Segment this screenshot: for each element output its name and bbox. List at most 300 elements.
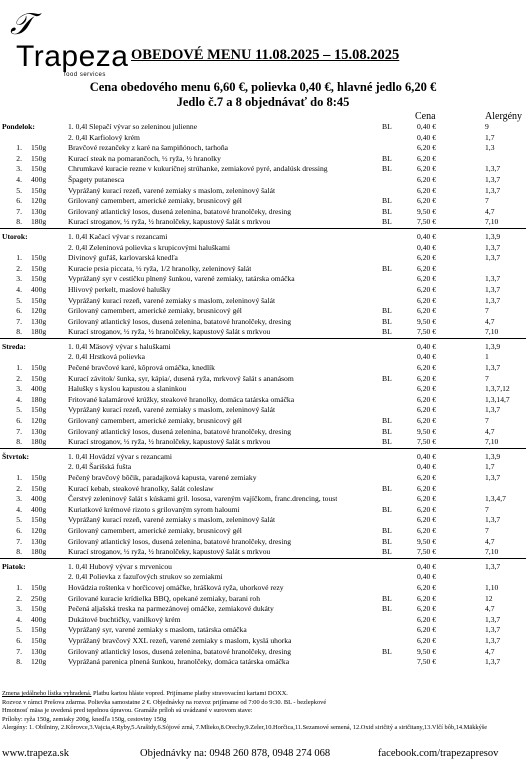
item-weight: 150g: [31, 473, 47, 482]
menu-row: [0, 437, 526, 448]
item-number: 2.: [16, 483, 22, 493]
item-allergens: 7: [485, 416, 489, 426]
allergens-note: Alergény: 1. Obilniny, 2.Kôrovce,3.Vajcia,4.Ryby,5.Arašidy,6.Sójové zrná, 7.Mlieko,8.Orechy,9.Zeler,10.Horčica,11.Sezamové semená, 12.Oxid siričitý a siričitany,13.Vlčí bôb,14.Mäkkýše: [2, 724, 488, 731]
item-allergens: 1,3,7: [485, 625, 501, 635]
item-weight: 150g: [31, 164, 47, 174]
menu-row: [0, 572, 526, 583]
item-allergens: 1,3,7: [485, 635, 501, 645]
item-number: 7.: [16, 426, 22, 436]
item-price: 6,20 €: [417, 582, 436, 592]
item-allergens: 1: [485, 352, 489, 362]
item-price: 6,20 €: [417, 473, 436, 482]
item-price: 6,20 €: [417, 263, 436, 273]
item-price: 6,20 €: [417, 174, 436, 184]
item-weight: 120g: [31, 196, 47, 206]
item-weight: 180g: [31, 437, 47, 447]
item-allergens: 1,3,7: [485, 284, 501, 294]
item-name: 2. 0,4l Polievka z fazuľových strukov so zemiakmi: [68, 572, 223, 582]
item-allergens: 1,3,7: [485, 185, 501, 195]
item-price: 6,20 €: [417, 625, 436, 635]
menu-row: [0, 317, 526, 328]
item-allergens: 4,7: [485, 206, 495, 216]
item-price: 0,40 €: [417, 122, 436, 131]
item-name: Grilovaný atlantický losos, dusená zelenina, batatové hranolčeky, dresing: [68, 646, 292, 656]
menu-title: OBEDOVÉ MENU 11.08.2025 – 15.08.2025: [131, 47, 400, 63]
item-price: 7,50 €: [417, 437, 436, 447]
item-allergens: 1,3,7: [485, 174, 501, 184]
item-price: 7,50 €: [417, 547, 436, 557]
item-allergens: 1,3,14,7: [485, 394, 510, 404]
item-price: 6,20 €: [417, 494, 436, 504]
item-weight: 130g: [31, 646, 47, 656]
item-price: 6,20 €: [417, 416, 436, 426]
menu-row: [0, 374, 526, 385]
item-price: 7,50 €: [417, 217, 436, 227]
item-weight: 150g: [31, 253, 47, 263]
menu-row: [0, 615, 526, 626]
menu-row: [0, 143, 526, 154]
item-number: 3.: [16, 604, 22, 614]
item-weight: 120g: [31, 306, 47, 316]
gluten-free-flag: BL: [382, 316, 392, 326]
menu-row: [0, 217, 526, 228]
item-name: Vyprážaný syr, varené zemiaky s maslom, tatárska omáčka: [68, 625, 247, 635]
item-allergens: 12: [485, 593, 493, 603]
item-allergens: 1,3,7: [485, 405, 501, 415]
item-weight: 130g: [31, 536, 47, 546]
item-price: 9,50 €: [417, 536, 436, 546]
item-name: Vyprážaný kurací rezeň, varené zemiaky s maslom, zeleninový šalát: [68, 295, 276, 305]
header-allergens: Alergény: [485, 111, 523, 122]
item-number: 2.: [16, 263, 22, 273]
item-price: 6,20 €: [417, 164, 436, 174]
item-weight: 150g: [31, 363, 47, 373]
item-weight: 400g: [31, 494, 47, 504]
menu-row: [0, 274, 526, 285]
menu-row: [0, 515, 526, 526]
item-allergens: 7,10: [485, 217, 499, 227]
item-allergens: 1,3,7: [485, 242, 501, 252]
menu-row: [0, 405, 526, 416]
item-allergens: 1,3,9: [485, 341, 501, 351]
item-price: 0,40 €: [417, 341, 436, 351]
item-weight: 120g: [31, 416, 47, 426]
menu-row: [0, 232, 526, 243]
item-number: 8.: [16, 437, 22, 447]
item-allergens: 1,3,7: [485, 657, 501, 667]
gluten-free-flag: BL: [382, 483, 392, 493]
item-name: Kurací stroganov, ½ ryža, ½ hranolčeky, kapustový šalát s mrkvou: [68, 217, 271, 227]
item-number: 4.: [16, 394, 22, 404]
item-weight: 130g: [31, 206, 47, 216]
item-allergens: 1,3,9: [485, 451, 501, 461]
item-number: 2.: [16, 593, 22, 603]
day-label: Pondelok:: [2, 122, 35, 131]
menu-row: [0, 363, 526, 374]
item-number: 3.: [16, 274, 22, 284]
item-price: 6,20 €: [417, 143, 436, 153]
item-price: 6,20 €: [417, 363, 436, 373]
item-weight: 130g: [31, 426, 47, 436]
order-deadline: Jedlo č.7 a 8 objednávať do 8:45: [176, 95, 350, 109]
item-price: 7,50 €: [417, 327, 436, 337]
gluten-free-flag: BL: [382, 164, 392, 174]
menu-row: [0, 537, 526, 548]
gluten-free-flag: BL: [382, 525, 392, 535]
day-label: Utorok:: [2, 231, 28, 241]
item-name: Grilovaný camembert, americké zemiaky, brusnicový gél: [68, 525, 242, 535]
item-number: 4.: [16, 284, 22, 294]
menu-row: [0, 625, 526, 636]
item-allergens: 1,3,7: [485, 561, 501, 571]
item-name: Grilované kuracie krídielka BBQ, opekané zemiaky, barani roh: [68, 593, 261, 603]
item-allergens: 9: [485, 122, 489, 131]
menu-row: [0, 207, 526, 218]
item-name: Pečené bravčové karé, kôprová omáčka, knedlík: [68, 363, 215, 373]
item-number: 6.: [16, 306, 22, 316]
gluten-free-flag: BL: [382, 206, 392, 216]
item-allergens: 1,3,7: [485, 473, 501, 482]
item-price: 0,40 €: [417, 352, 436, 362]
item-allergens: 1,3,7: [485, 363, 501, 373]
item-allergens: 7: [485, 504, 489, 514]
item-price: 6,20 €: [417, 373, 436, 383]
item-number: 5.: [16, 625, 22, 635]
item-name: Fritované kalamárové krúžky, steakové hranolky, domáca tatárska omáčka: [68, 394, 295, 404]
item-number: 6.: [16, 635, 22, 645]
header-price: Cena: [415, 111, 436, 122]
item-allergens: 1,10: [485, 582, 499, 592]
price-info: [0, 80, 526, 110]
gluten-free-flag: BL: [382, 536, 392, 546]
price-line: Cena obedového menu 6,60 €, polievka 0,40 €, hlavné jedlo 6,20 €: [89, 80, 437, 94]
gluten-free-flag: BL: [382, 327, 392, 337]
gluten-free-flag: BL: [382, 217, 392, 227]
item-number: 1.: [16, 363, 22, 373]
item-price: 0,40 €: [417, 451, 436, 461]
item-price: 7,50 €: [417, 657, 436, 667]
item-name: Kurací stroganov, ½ ryža, ½ hranolčeky, kapustový šalát s mrkvou: [68, 327, 271, 337]
item-weight: 180g: [31, 327, 47, 337]
menu-row: [0, 175, 526, 186]
item-name: 2. 0,4l Zeleninová polievka s krupicovými haluškami: [68, 242, 230, 252]
menu-row: [0, 562, 526, 573]
item-weight: 400g: [31, 174, 47, 184]
menu-row: [0, 452, 526, 463]
item-price: 9,50 €: [417, 206, 436, 216]
item-price: 6,20 €: [417, 593, 436, 603]
item-name: 2. 0,4l Šarišská fušta: [68, 462, 132, 472]
item-name: Vyprážaný bravčový XXL rezeň, varené zemiaky s maslom, kyslá uhorka: [68, 635, 292, 645]
item-name: Kurací stroganov, ½ ryža, ½ hranolčeky, kapustový šalát s mrkvou: [68, 437, 271, 447]
item-name: Grilovaný atlantický losos, dusená zelenina, batatové hranolčeky, dresing: [68, 426, 292, 436]
item-number: 7.: [16, 646, 22, 656]
item-number: 8.: [16, 217, 22, 227]
item-price: 0,40 €: [417, 132, 436, 142]
item-weight: 180g: [31, 217, 47, 227]
payment-note: Platbu kartou hláste vopred. Prijímame platby stravovacími kartami DOXX.: [91, 690, 288, 697]
item-price: 0,40 €: [417, 572, 436, 582]
item-number: 8.: [16, 327, 22, 337]
item-weight: 180g: [31, 547, 47, 557]
logo-tagline: food services: [64, 72, 106, 78]
item-name: Grilovaný camembert, americké zemiaky, brusnicový gél: [68, 196, 242, 206]
menu-row: [0, 327, 526, 338]
item-weight: 400g: [31, 284, 47, 294]
item-number: 1.: [16, 473, 22, 482]
item-name: 1. 0,4l Slepačí vývar so zeleninou julienne: [68, 122, 198, 131]
menu-row: [0, 164, 526, 175]
item-price: 0,40 €: [417, 462, 436, 472]
item-allergens: 7,10: [485, 547, 499, 557]
item-price: 9,50 €: [417, 646, 436, 656]
changes-note: Zmena jedálneho lístka vyhradená.: [2, 690, 92, 697]
menu-row: [0, 462, 526, 473]
item-allergens: 1,7: [485, 462, 495, 472]
item-number: 6.: [16, 525, 22, 535]
menu-row: [0, 133, 526, 144]
item-number: 2.: [16, 153, 22, 163]
item-name: Vyprážaná parenica plnená šunkou, hranolčeky, domáca tatárska omáčka: [68, 657, 290, 667]
item-price: 6,20 €: [417, 274, 436, 284]
item-price: 6,20 €: [417, 284, 436, 294]
item-name: 1. 0,4l Hovädzí vývar s rezancami: [68, 451, 172, 461]
item-number: 6.: [16, 416, 22, 426]
item-name: Grilovaný camembert, americké zemiaky, brusnicový gél: [68, 416, 242, 426]
item-number: 8.: [16, 657, 22, 667]
menu-row: [0, 253, 526, 264]
item-number: 1.: [16, 582, 22, 592]
item-weight: 150g: [31, 483, 47, 493]
footer-notes: [2, 690, 524, 733]
menu-row: [0, 604, 526, 615]
item-weight: 150g: [31, 582, 47, 592]
menu-row: [0, 306, 526, 317]
menu-row: [0, 484, 526, 495]
menu-row: [0, 547, 526, 558]
menu-row: [0, 636, 526, 647]
gluten-free-flag: BL: [382, 437, 392, 447]
menu-row: [0, 505, 526, 516]
item-allergens: 4,7: [485, 646, 495, 656]
item-allergens: 1,7: [485, 132, 495, 142]
gluten-free-flag: BL: [382, 646, 392, 656]
item-allergens: 1,3,7: [485, 253, 501, 263]
gluten-free-flag: BL: [382, 593, 392, 603]
item-name: Vyprážaný kurací rezeň, varené zemiaky s maslom, zeleninový šalát: [68, 405, 276, 415]
item-name: Grilovaný atlantický losos, dusená zelenina, batatové hranolčeky, dresing: [68, 316, 292, 326]
item-name: Grilovaný atlantický losos, dusená zelenina, batatové hranolčeky, dresing: [68, 536, 292, 546]
item-name: Hovädzia roštenka v horčicovej omáčke, hrášková ryža, uhorkové rezy: [68, 582, 284, 592]
item-weight: 150g: [31, 153, 47, 163]
item-weight: 150g: [31, 515, 47, 525]
item-name: 1. 0,4l Hubový vývar s mrvenicou: [68, 561, 172, 571]
menu-row: [0, 264, 526, 275]
item-name: Špagety putanesca: [68, 174, 125, 184]
item-allergens: 7: [485, 525, 489, 535]
menu-row: [0, 154, 526, 165]
item-name: Kuracie prsia piccata, ½ ryža, 1/2 hranolky, zeleninový šalát: [68, 263, 252, 273]
gluten-free-flag: BL: [382, 306, 392, 316]
item-allergens: 7,10: [485, 437, 499, 447]
item-name: Kurací stroganov, ½ ryža, ½ hranolčeky, kapustový šalát s mrkvou: [68, 547, 271, 557]
item-number: 7.: [16, 316, 22, 326]
menu-row: [0, 352, 526, 363]
item-name: Bravčové rezančeky z karé na šampiňónoch, tarhoňa: [68, 143, 229, 153]
item-name: Pečená aljašská treska na parmezánovej omáčke, zemiakové dukáty: [68, 604, 274, 614]
item-price: 6,20 €: [417, 525, 436, 535]
gluten-free-flag: BL: [382, 547, 392, 557]
menu-row: [0, 384, 526, 395]
item-allergens: 4,7: [485, 426, 495, 436]
item-allergens: 1,3,7: [485, 274, 501, 284]
delivery-note: Rozvoz v rámci Prešova zdarma. Polievka samostatne 2 €. Objednávky na rozvoz prijímame od 7:00 do 9:30. BL - bezlepkové: [2, 698, 327, 706]
item-weight: 150g: [31, 373, 47, 383]
weight-note: Hmotnosť mäsa je uvedená pred tepelnou úpravou. Gramáže príloh sú uvádzané v surovom stave:: [2, 707, 253, 714]
menu-row: [0, 526, 526, 537]
gluten-free-flag: BL: [382, 426, 392, 436]
menu-row: [0, 427, 526, 438]
menu-row: [0, 196, 526, 207]
item-price: 6,20 €: [417, 504, 436, 514]
item-allergens: 1,3,7,12: [485, 384, 510, 394]
item-name: Kurací steak na pomarančoch, ½ ryža, ½ hranolky: [68, 153, 221, 163]
item-price: 6,20 €: [417, 306, 436, 316]
gluten-free-flag: BL: [382, 196, 392, 206]
website-link[interactable]: www.trapeza.sk: [2, 748, 69, 759]
item-name: Vyprážaný syr v cestíčku plnený šunkou, varené zemiaky, tatárska omáčka: [68, 274, 295, 284]
item-number: 3.: [16, 164, 22, 174]
facebook-link[interactable]: facebook.com/trapezapresov: [378, 748, 499, 759]
item-number: 8.: [16, 547, 22, 557]
item-price: 0,40 €: [417, 561, 436, 571]
item-weight: 150g: [31, 263, 47, 273]
item-number: 6.: [16, 196, 22, 206]
gluten-free-flag: BL: [382, 263, 392, 273]
item-allergens: 4,7: [485, 536, 495, 546]
item-price: 6,20 €: [417, 515, 436, 525]
item-name: Kuriatkové krémové rizoto s grilovaným syrom haloumi: [68, 504, 240, 514]
item-number: 2.: [16, 373, 22, 383]
item-number: 7.: [16, 536, 22, 546]
item-allergens: 4,7: [485, 316, 495, 326]
item-price: 6,20 €: [417, 614, 436, 624]
item-name: 1. 0,4l Kačací vývar s rezancami: [68, 231, 168, 241]
item-name: Pečený bravčový bôčik, paradajková kapusta, varené zemiaky: [68, 473, 257, 482]
item-weight: 400g: [31, 384, 47, 394]
item-weight: 150g: [31, 405, 47, 415]
item-allergens: 7: [485, 196, 489, 206]
item-name: Kurací závitok/ šunka, syr, kápia/, dusená ryža, mrkvový šalát s ananásom: [68, 373, 294, 383]
menu-row: [0, 647, 526, 658]
item-allergens: 1,3,7: [485, 614, 501, 624]
menu-row: [0, 122, 526, 133]
item-price: 6,20 €: [417, 483, 436, 493]
menu-row: [0, 416, 526, 427]
item-number: 7.: [16, 206, 22, 216]
item-name: 2. 0,4l Hrstková polievka: [68, 352, 145, 362]
logo-mark-icon: 𝒯: [10, 8, 33, 41]
item-price: 6,20 €: [417, 153, 436, 163]
item-number: 1.: [16, 143, 22, 153]
item-weight: 400g: [31, 614, 47, 624]
item-weight: 150g: [31, 295, 47, 305]
day-label: Streda:: [2, 341, 26, 351]
item-allergens: 7: [485, 306, 489, 316]
item-price: 6,20 €: [417, 604, 436, 614]
item-name: Kurací kebab, steakové hranolky, šalát coleslaw: [68, 483, 214, 493]
item-name: Grilovaný atlantický losos, dusená zelenina, batatové hranolčeky, dresing: [68, 206, 292, 216]
item-weight: 150g: [31, 185, 47, 195]
gluten-free-flag: BL: [382, 416, 392, 426]
item-weight: 150g: [31, 625, 47, 635]
order-phones: Objednávky na: 0948 260 878, 0948 274 068: [140, 748, 331, 759]
item-weight: 150g: [31, 604, 47, 614]
gluten-free-flag: BL: [382, 504, 392, 514]
day-label: Piatok:: [2, 561, 26, 571]
item-price: 6,20 €: [417, 196, 436, 206]
menu-row: [0, 285, 526, 296]
item-price: 6,20 €: [417, 394, 436, 404]
item-name: Vyprážaný kurací rezeň, varené zemiaky s maslom, zeleninový šalát: [68, 185, 276, 195]
menu-row: [0, 583, 526, 594]
item-price: 6,20 €: [417, 384, 436, 394]
item-number: 4.: [16, 504, 22, 514]
item-number: 4.: [16, 174, 22, 184]
item-price: 6,20 €: [417, 185, 436, 195]
item-name: Dukátové buchtičky, vanilkový krém: [68, 614, 181, 624]
gluten-free-flag: BL: [382, 153, 392, 163]
item-weight: 150g: [31, 274, 47, 284]
item-weight: 250g: [31, 593, 47, 603]
item-weight: 180g: [31, 394, 47, 404]
menu-row: [0, 296, 526, 307]
menu-row: [0, 473, 526, 484]
item-number: 5.: [16, 185, 22, 195]
item-allergens: 7: [485, 373, 489, 383]
item-number: 5.: [16, 295, 22, 305]
item-name: 1. 0,4l Mäsový vývar s haluškami: [68, 341, 171, 351]
item-weight: 150g: [31, 143, 47, 153]
item-name: Hlivový perkelt, maslové halušky: [68, 284, 171, 294]
gluten-free-flag: BL: [382, 604, 392, 614]
item-price: 0,40 €: [417, 231, 436, 241]
item-name: Halušky s kyslou kapustou a slaninkou: [68, 384, 187, 394]
item-name: 2. 0,4l Karfiolový krém: [68, 132, 140, 142]
item-name: Grilovaný camembert, americké zemiaky, brusnicový gél: [68, 306, 242, 316]
menu-row: [0, 594, 526, 605]
day-label: Štvrtok:: [2, 451, 29, 461]
item-name: Chrumkavé kuracie rezne v kukuričnej strúhanke, zemiakové pyré, andalúsk dressing: [68, 164, 328, 174]
logo-wordmark: Trapeza: [16, 40, 129, 73]
item-price: 9,50 €: [417, 316, 436, 326]
item-allergens: 1,3: [485, 143, 495, 153]
item-price: 6,20 €: [417, 295, 436, 305]
item-allergens: 1,3,7: [485, 164, 501, 174]
item-allergens: 1,3,7: [485, 515, 501, 525]
item-allergens: 7,10: [485, 327, 499, 337]
menu-table: [0, 122, 526, 668]
item-number: 4.: [16, 614, 22, 624]
item-allergens: 4,7: [485, 604, 495, 614]
item-weight: 130g: [31, 316, 47, 326]
logo: [6, 6, 129, 84]
gluten-free-flag: BL: [382, 122, 392, 131]
item-number: 3.: [16, 384, 22, 394]
item-price: 0,40 €: [417, 242, 436, 252]
item-number: 1.: [16, 253, 22, 263]
item-weight: 400g: [31, 504, 47, 514]
